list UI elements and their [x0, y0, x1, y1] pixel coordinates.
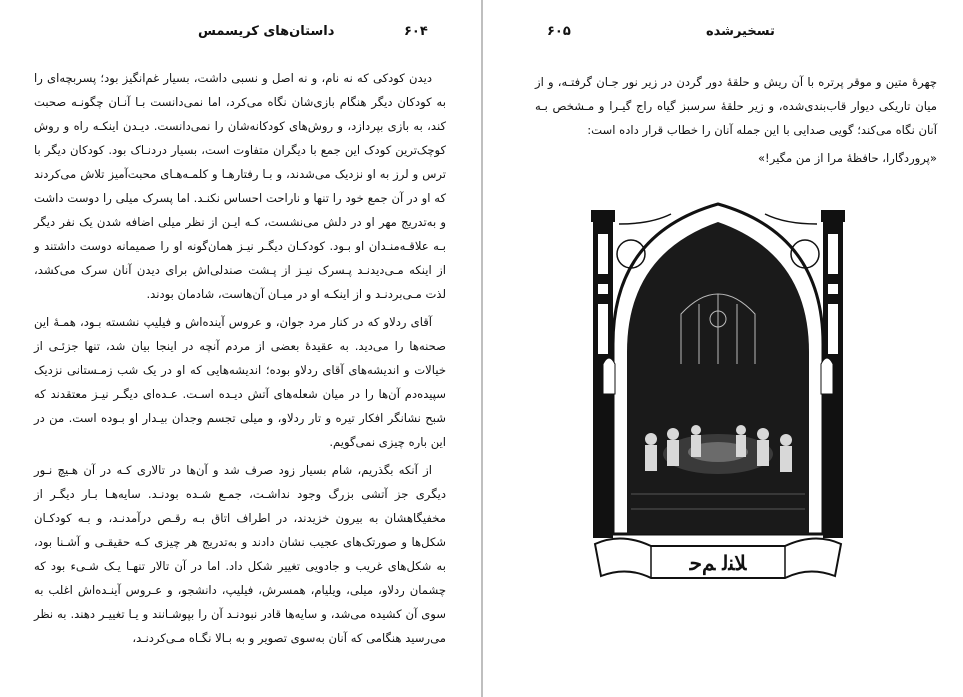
left-running-title: داستان‌های کریسمس	[198, 24, 335, 39]
right-body-text	[535, 70, 937, 174]
paragraph: دیدن کودکی که نه نام، و نه اصل و نسبی داشت، بسیار غم‌انگیز بود؛ پسربچه‌ای را به کودکان دیگر هنگام بازی‌شان نگاه می‌کرد، اما نمی‌دانست بـا آنـان چگونـه صحبت کند، به بازی بپردازد، و روش‌های کودکانه‌شان را نمی‌دانست. دیـدن اینکـه راه و روش کوچک‌ترین کودک این جمع با دیگران متفاوت است، بسیار دردنـاک بود. کودکان دیگر با ترس و لرز به او نزدیک می‌شدند، و بـا رفتارهـا و کلمـه‌هـای محبت‌آمیز تلاش می‌کردند که او در آن جمع خود را تنها و ناراحت احساس نکنـد. اما پسرک میلی را دوست داشت و به‌تدریج مهر او در دلش می‌نشست، کـه ایـن از نظر میلی اضافه شدن یک نفر دیگر بـه علاقـه‌منـدان او بـود. کودکـان دیگـر نیـز همان‌گونه او را صمیمانه دوست داشتند و از اینکه مـی‌دیدنـد پـسرک نیـز از پـشت صندلی‌اش برای دیدن آنان سرک می‌کشد، لذت مـی‌بردنـد و از اینکـه او در میـان آن‌هاست، شادمان بودند.	[34, 71, 446, 301]
right-page-number: ۶۰۵	[547, 24, 571, 39]
left-body-text	[34, 66, 446, 654]
left-page-number: ۶۰۴	[404, 24, 428, 39]
paragraph: از آنکه بگذریم، شام بسیار زود صرف شد و آن‌ها در تالاری کـه در آن هـیچ نـور دیگری جز آتشی بزرگ وجود نداشـت، جمـع شـده بودنـد. سایه‌هـا بـار دیگـر از مخفیگاهشان به بیرون خزیدند، در اطراف اتاق بـه رقـص درآمدنـد، و بـه کودکـان شکل‌ها و صورتک‌های عجیب نشان دادند و به‌تدریج هر چیزی کـه حقیقـی و آشـنا بود، به شکل‌های غریب و جادویی تغییر شکل داد. اما در آن تالار تنهـا یـک شـیء بود که چشمان ردلاو، میلی، ویلیام، همسرش، فیلیپ، دانشجو، و عـروس آینـده‌اش اغلب به سوی آن کشیده می‌شد، و سایه‌ها قادر نبودنـد آن را بپوشـانند و یـا تغییـر دهند. به نظر می‌رسید هنگامی که آنان به‌سوی تصویر و به بـالا نگـاه مـی‌کردنـد،	[34, 463, 446, 645]
banner-text: ﻼﻨﻟ ﻢﺣ	[689, 551, 747, 575]
left-page	[0, 0, 481, 697]
right-page	[483, 0, 963, 697]
right-running-title: تسخیرشده	[706, 24, 775, 39]
gothic-arch-engraving-icon	[591, 194, 845, 602]
paragraph: آقای ردلاو که در کنار مرد جوان، و عروس آینده‌اش و فیلیپ نشسته بـود، همـهٔ این صحنه‌ها را می‌دید. به عقیدهٔ بعضی از مردم آنچه در اینجا بیان شد، تنها جزئـی از خیالات و اندیشه‌های آقای ردلاو بوده؛ اندیشه‌هایی که او در یک شب زمـستانی نزدیک سپیده‌دم آن‌ها را در میان شعله‌های آتش دیـده اسـت. عـده‌ای دیگـر نیـز معتقدند که شبح نشانگر افکار تیره و تار ردلاو، و میلی تجسم وجدان بیـدار او بـوده است. من در این باره چیزی نمی‌گویم.	[34, 315, 446, 449]
quote-line: «پروردگارا، حافظهٔ مرا از من مگیر!»	[757, 151, 937, 165]
paragraph: چهرهٔ متین و موقر پرتره با آن ریش و حلقهٔ دور گردن در زیر نور جـان گرفتـه، و از میان تاریکی دیوار قاب‌بندی‌شده، و زیر حلقهٔ سرسبز گیاه راج گیـرا و مـشخص بـه آنان نگاه می‌کند؛ گویی صدایی با این جمله آنان را خطاب قرار داده است:	[535, 75, 937, 137]
